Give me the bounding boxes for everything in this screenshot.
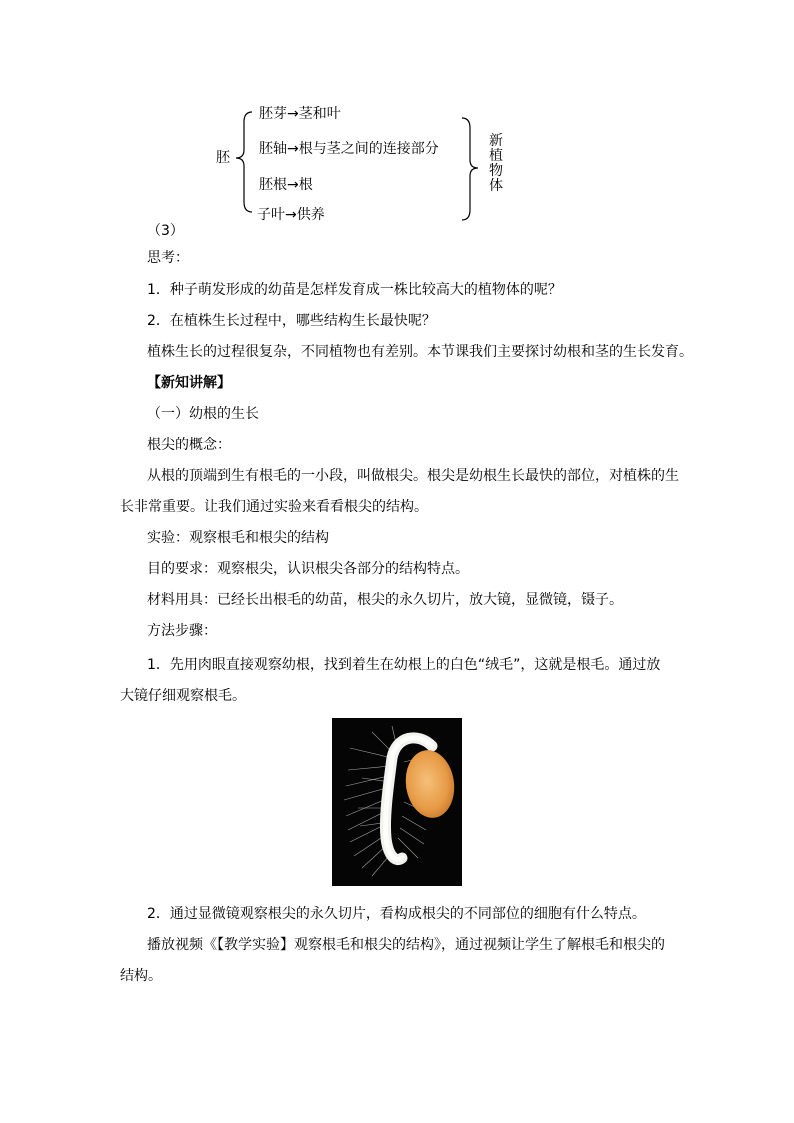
video-line: 播放视频《【教学实验】观察根毛和根尖的结构》，通过视频让学生了解根毛和根尖的 xyxy=(147,937,665,953)
right-brace xyxy=(462,118,478,220)
new-plant-char: 新 xyxy=(489,133,503,149)
seedling-illustration xyxy=(332,718,462,886)
experiment-title: 实验：观察根毛和根尖的结构 xyxy=(147,530,329,546)
question-2: 2．在植株生长过程中，哪些结构生长最快呢？ xyxy=(147,313,436,329)
step-1-line: 1．先用肉眼直接观察幼根，找到着生在幼根上的白色“绒毛”，这就是根毛。通过放 xyxy=(147,657,661,673)
concept-heading: 根尖的概念： xyxy=(147,437,231,453)
new-plant-char: 植 xyxy=(489,148,503,164)
diagram-item-radicle: 胚根→根 xyxy=(259,177,313,193)
new-plant-char: 物 xyxy=(489,163,503,179)
paragraph-line: 长非常重要。让我们通过实验来看看根尖的结构。 xyxy=(120,499,428,515)
diagram-item-plumule: 胚芽→茎和叶 xyxy=(259,106,341,122)
subsection-heading: （一）幼根的生长 xyxy=(147,406,259,422)
seedling-root-hair-photo xyxy=(332,718,462,886)
section-heading: 【新知讲解】 xyxy=(147,375,231,391)
diagram-item-cotyledon: 子叶→供养 xyxy=(257,207,325,223)
goal-line: 目的要求：观察根尖，认识根尖各部分的结构特点。 xyxy=(147,561,469,577)
think-heading: 思考： xyxy=(147,250,189,266)
diagram-item-hypocotyl: 胚轴→根与茎之间的连接部分 xyxy=(259,141,439,157)
question-1: 1．种子萌发形成的幼苗是怎样发育成一株比较高大的植物体的呢？ xyxy=(147,282,562,298)
item-number-3: （3） xyxy=(147,223,184,239)
step-1-line: 大镜仔细观察根毛。 xyxy=(120,688,246,704)
materials-line: 材料用具：已经长出根毛的幼苗，根尖的永久切片，放大镜，显微镜，镊子。 xyxy=(147,592,623,608)
left-brace xyxy=(236,112,252,212)
intro-paragraph: 植株生长的过程很复杂，不同植物也有差别。本节课我们主要探讨幼根和茎的生长发育。 xyxy=(147,344,693,360)
method-heading: 方法步骤： xyxy=(147,623,217,639)
video-line: 结构。 xyxy=(120,968,162,984)
new-plant-char: 体 xyxy=(489,178,503,194)
new-plant-label xyxy=(488,134,504,194)
step-2-line: 2．通过显微镜观察根尖的永久切片，看构成根尖的不同部位的细胞有什么特点。 xyxy=(147,906,646,922)
embryo-label: 胚 xyxy=(216,150,230,166)
embryo-diagram-braces xyxy=(0,0,794,240)
paragraph-line: 从根的顶端到生有根毛的一小段，叫做根尖。根尖是幼根生长最快的部位，对植株的生 xyxy=(147,468,679,484)
